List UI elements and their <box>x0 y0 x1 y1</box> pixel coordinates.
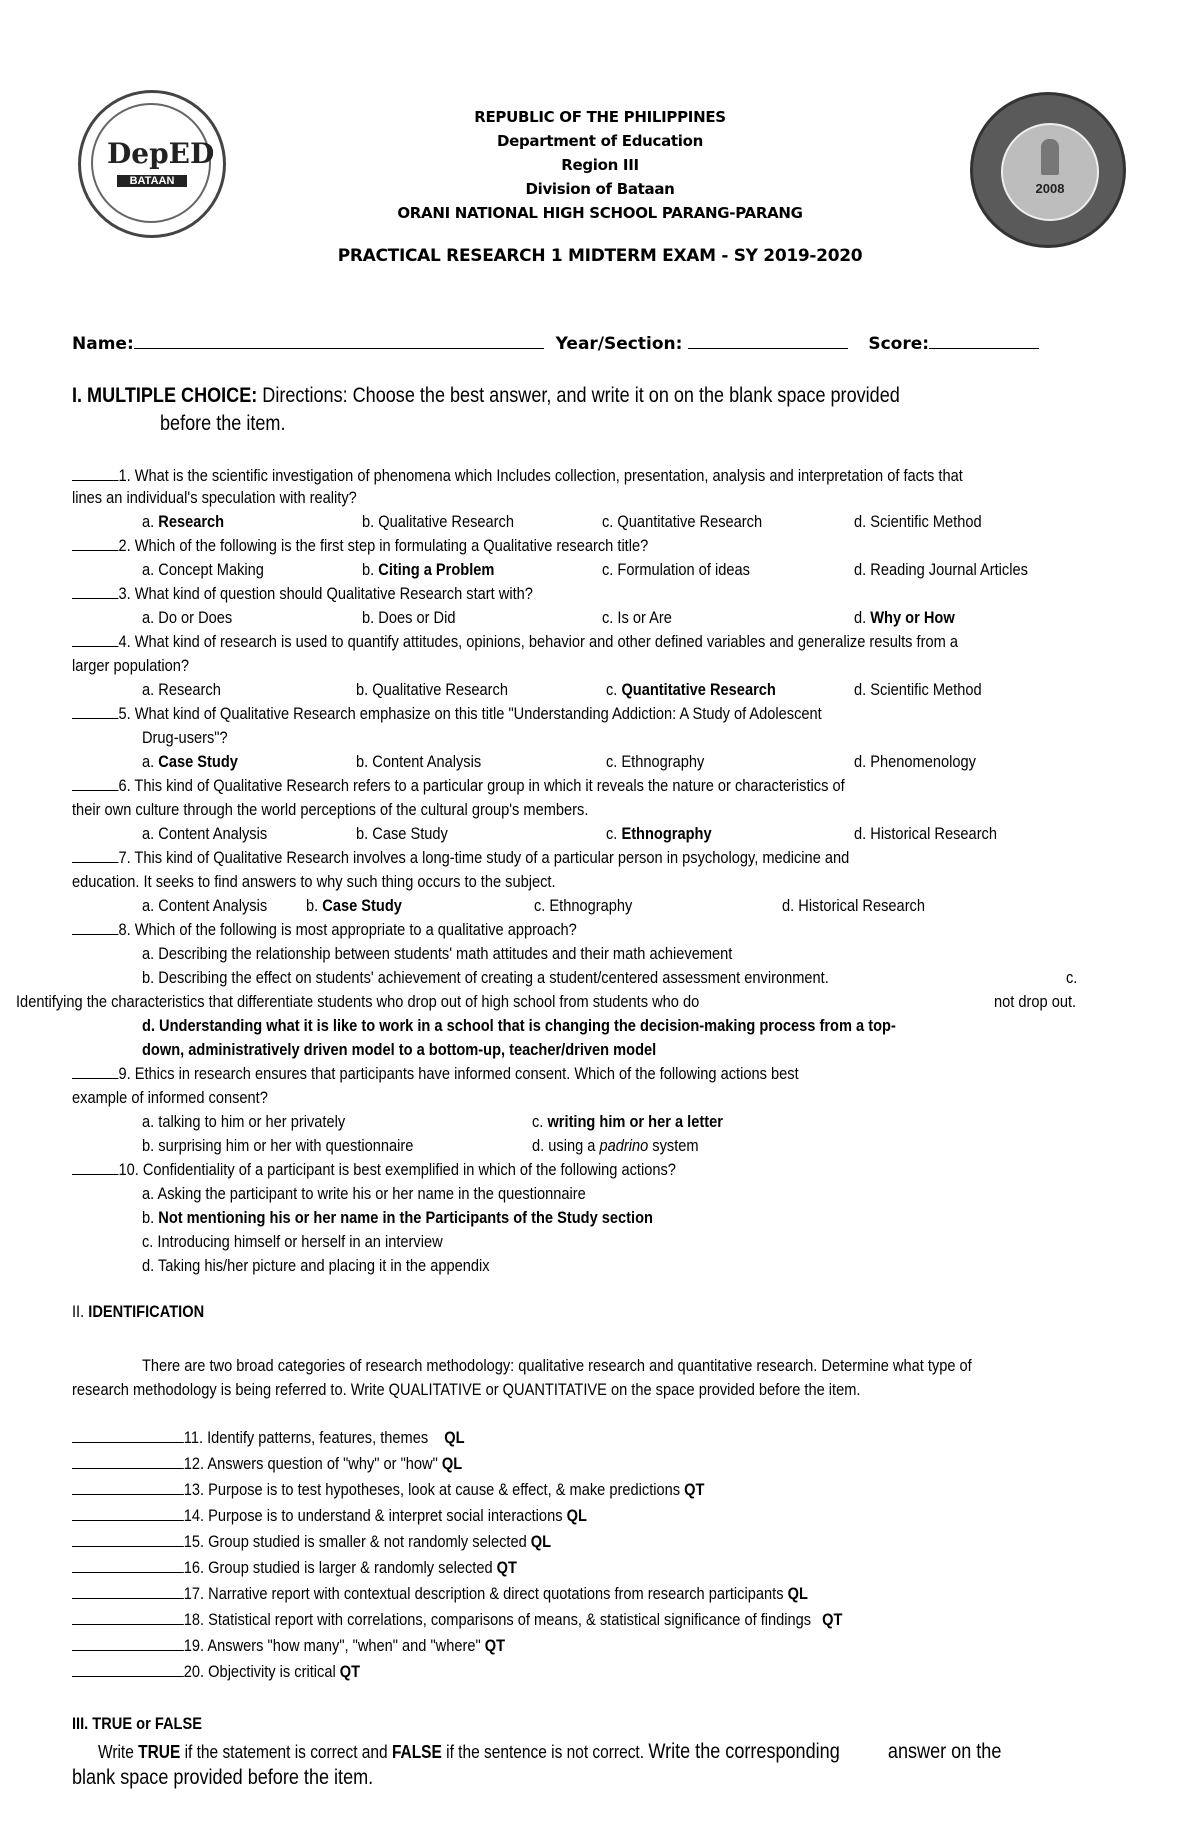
answer-blank-7[interactable] <box>72 848 118 863</box>
q5-choice-a: a. Case Study <box>142 752 238 771</box>
answer-blank-13[interactable] <box>72 1480 184 1495</box>
q1-choice-a: a. Research <box>142 512 225 531</box>
header-region: Region III <box>561 156 639 174</box>
identification-item-14: 14. Purpose is to understand & interpret social interactions QL <box>72 1506 587 1526</box>
q3-choice-b: b. Does or Did <box>362 608 456 627</box>
answer-blank-5[interactable] <box>72 704 118 719</box>
q7-choice-b: b. Case Study <box>306 896 402 915</box>
answer-blank-6[interactable] <box>72 776 118 791</box>
q1-choice-c: c. Quantitative Research <box>602 512 763 531</box>
identification-item-11: 11. Identify patterns, features, themes QL <box>72 1428 465 1448</box>
q3-choice-d: d. Why or How <box>854 608 955 627</box>
question-7 <box>72 848 849 868</box>
q4-choice-d: d. Scientific Method <box>854 680 982 699</box>
part3-directions: Write TRUE if the statement is correct and FALSE if the sentence is not correct. Write the corresponding answer on the <box>98 1740 1002 1763</box>
school-seal-year: 2008 <box>1035 181 1065 196</box>
answer-blank-12[interactable] <box>72 1454 184 1469</box>
identification-item-13: 13. Purpose is to test hypotheses, look at cause & effect, & make predictions QT <box>72 1480 704 1500</box>
header-republic: REPUBLIC OF THE PHILIPPINES <box>474 108 726 126</box>
q10-choice-b: b. Not mentioning his or her name in the Participants of the Study section <box>142 1208 653 1227</box>
q2-choice-d: d. Reading Journal Articles <box>854 560 1028 579</box>
question-2-stem: 2. Which of the following is the first step in formulating a Qualitative research title? <box>118 536 649 555</box>
q9-choice-a: a. talking to him or her privately <box>142 1112 346 1131</box>
question-5 <box>72 704 822 724</box>
q7-choice-a: a. Content Analysis <box>142 896 268 915</box>
identification-item-15: 15. Group studied is smaller & not randomly selected QL <box>72 1532 551 1552</box>
q7-choice-d: d. Historical Research <box>782 896 926 915</box>
question-3-stem: 3. What kind of question should Qualitative Research start with? <box>118 584 533 603</box>
question-9-stem: 9. Ethics in research ensures that participants have informed consent. Which of the following actions best <box>118 1064 799 1083</box>
identification-item-16: 16. Group studied is larger & randomly selected QT <box>72 1558 517 1578</box>
q6-choice-d: d. Historical Research <box>854 824 998 843</box>
year-section-label: Year/Section: <box>555 334 683 354</box>
q9-choice-c: c. writing him or her a letter <box>532 1112 723 1131</box>
q1-choice-d: d. Scientific Method <box>854 512 982 531</box>
answer-blank-17[interactable] <box>72 1584 184 1599</box>
part1-directions-text: Directions: Choose the best answer, and write it on on the blank space provided <box>262 384 900 407</box>
q4-choice-b: b. Qualitative Research <box>356 680 508 699</box>
question-4-stem-cont: larger population? <box>72 656 190 675</box>
question-9 <box>72 1064 799 1084</box>
q5-choice-b: b. Content Analysis <box>356 752 482 771</box>
q10-choice-d: d. Taking his/her picture and placing it in the appendix <box>142 1256 490 1275</box>
part3-heading: III. TRUE or FALSE <box>72 1714 202 1733</box>
question-6 <box>72 776 845 796</box>
q10-choice-c: c. Introducing himself or herself in an interview <box>142 1232 443 1251</box>
question-5-stem-cont: Drug-users"? <box>142 728 228 747</box>
q5-choice-d: d. Phenomenology <box>854 752 976 771</box>
answer-blank-15[interactable] <box>72 1532 184 1547</box>
q8-choice-a: a. Describing the relationship between students' math attitudes and their math achievement <box>142 944 733 963</box>
question-8-stem: 8. Which of the following is most appropriate to a qualitative approach? <box>118 920 577 939</box>
part2-directions-cont: research methodology is being referred to. Write QUALITATIVE or QUANTITATIVE on the space provided before the item. <box>72 1380 861 1399</box>
answer-blank-9[interactable] <box>72 1064 118 1079</box>
question-6-stem-cont: their own culture through the world perceptions of the cultural group's members. <box>72 800 589 819</box>
q8-choice-d: d. Understanding what it is like to work in a school that is changing the decision-making process from a top- <box>142 1016 896 1035</box>
question-1 <box>72 466 963 486</box>
q4-choice-c: c. Quantitative Research <box>606 680 776 699</box>
answer-blank-16[interactable] <box>72 1558 184 1573</box>
header-school: ORANI NATIONAL HIGH SCHOOL PARANG-PARANG <box>397 204 803 222</box>
answer-blank-4[interactable] <box>72 632 118 647</box>
year-section-blank[interactable] <box>688 334 848 349</box>
answer-blank-19[interactable] <box>72 1636 184 1651</box>
question-4 <box>72 632 958 652</box>
question-7-stem-cont: education. It seeks to find answers to why such thing occurs to the subject. <box>72 872 556 891</box>
answer-blank-1[interactable] <box>72 466 118 481</box>
part1-directions <box>72 384 900 408</box>
question-2 <box>72 536 648 556</box>
question-6-stem: 6. This kind of Qualitative Research refers to a particular group in which it reveals the nature or characteristics of <box>118 776 845 795</box>
q9-choice-b: b. surprising him or her with questionnaire <box>142 1136 414 1155</box>
q2-choice-c: c. Formulation of ideas <box>602 560 750 579</box>
question-4-stem: 4. What kind of research is used to quantify attitudes, opinions, behavior and other defined variables and generalize results from a <box>118 632 958 651</box>
question-3 <box>72 584 533 604</box>
answer-blank-20[interactable] <box>72 1662 184 1677</box>
part3-directions-cont: blank space provided before the item. <box>72 1766 374 1789</box>
answer-blank-10[interactable] <box>72 1160 118 1175</box>
q8-choice-c: Identifying the characteristics that differentiate students who drop out of high school from students who do <box>16 992 700 1011</box>
answer-blank-11[interactable] <box>72 1428 184 1443</box>
question-5-stem: 5. What kind of Qualitative Research emphasize on this title "Understanding Addiction: A Study of Adolescent <box>118 704 822 723</box>
q8-choice-c-letter: c. <box>1066 968 1078 987</box>
q8-choice-b: b. Describing the effect on students' achievement of creating a student/centered assessment environment. <box>142 968 829 987</box>
answer-blank-8[interactable] <box>72 920 118 935</box>
header-department: Department of Education <box>496 132 704 150</box>
part1-directions-cont: before the item. <box>160 412 286 435</box>
q2-choice-a: a. Concept Making <box>142 560 264 579</box>
q4-choice-a: a. Research <box>142 680 221 699</box>
identification-item-18: 18. Statistical report with correlations, comparisons of means, & statistical significance of findings QT <box>72 1610 842 1630</box>
score-label: Score: <box>868 334 930 354</box>
part2-heading: II. IDENTIFICATION <box>72 1302 205 1321</box>
q7-choice-c: c. Ethnography <box>534 896 633 915</box>
identification-item-19: 19. Answers "how many", "when" and "where" QT <box>72 1636 505 1656</box>
deped-logo-text: DepED <box>107 137 215 170</box>
answer-blank-18[interactable] <box>72 1610 184 1625</box>
q6-choice-a: a. Content Analysis <box>142 824 268 843</box>
question-7-stem: 7. This kind of Qualitative Research involves a long-time study of a particular person in psychology, medicine and <box>118 848 850 867</box>
identification-item-12: 12. Answers question of "why" or "how" QL <box>72 1454 462 1474</box>
q1-choice-b: b. Qualitative Research <box>362 512 514 531</box>
question-1-stem-cont: lines an individual's speculation with reality? <box>72 488 357 507</box>
q3-choice-a: a. Do or Does <box>142 608 233 627</box>
q8-choice-d-cont: down, administratively driven model to a bottom-up, teacher/driven model <box>142 1040 657 1059</box>
name-blank[interactable] <box>134 334 544 349</box>
exam-title: PRACTICAL RESEARCH 1 MIDTERM EXAM - SY 2019-2020 <box>337 246 863 266</box>
student-fields <box>72 334 1039 354</box>
question-10 <box>72 1160 676 1180</box>
q10-choice-a: a. Asking the participant to write his or her name in the questionnaire <box>142 1184 586 1203</box>
q8-choice-c-end: not drop out. <box>994 992 1077 1011</box>
q5-choice-c: c. Ethnography <box>606 752 705 771</box>
q6-choice-c: c. Ethnography <box>606 824 712 843</box>
q6-choice-b: b. Case Study <box>356 824 448 843</box>
question-1-stem: 1. What is the scientific investigation of phenomena which Includes collection, presentation, analysis and interpretation of facts that <box>118 466 963 485</box>
name-label: Name: <box>72 334 134 354</box>
score-blank[interactable] <box>929 334 1039 349</box>
part1-heading: I. MULTIPLE CHOICE: <box>72 384 258 407</box>
q9-choice-d: d. using a padrino system <box>532 1136 699 1155</box>
answer-blank-14[interactable] <box>72 1506 184 1521</box>
question-8 <box>72 920 577 940</box>
part2-directions: There are two broad categories of research methodology: qualitative research and quantitative research. Determine what type of <box>142 1356 972 1375</box>
deped-logo-sub: BATAAN <box>117 175 187 187</box>
question-9-stem-cont: example of informed consent? <box>72 1088 268 1107</box>
answer-blank-2[interactable] <box>72 536 118 551</box>
identification-item-20: 20. Objectivity is critical QT <box>72 1662 360 1682</box>
identification-item-17: 17. Narrative report with contextual description & direct quotations from research participants QL <box>72 1584 808 1604</box>
answer-blank-3[interactable] <box>72 584 118 599</box>
q3-choice-c: c. Is or Are <box>602 608 672 627</box>
q2-choice-b: b. Citing a Problem <box>362 560 495 579</box>
header-division: Division of Bataan <box>525 180 675 198</box>
question-10-stem: 10. Confidentiality of a participant is best exemplified in which of the following actions? <box>118 1160 676 1179</box>
